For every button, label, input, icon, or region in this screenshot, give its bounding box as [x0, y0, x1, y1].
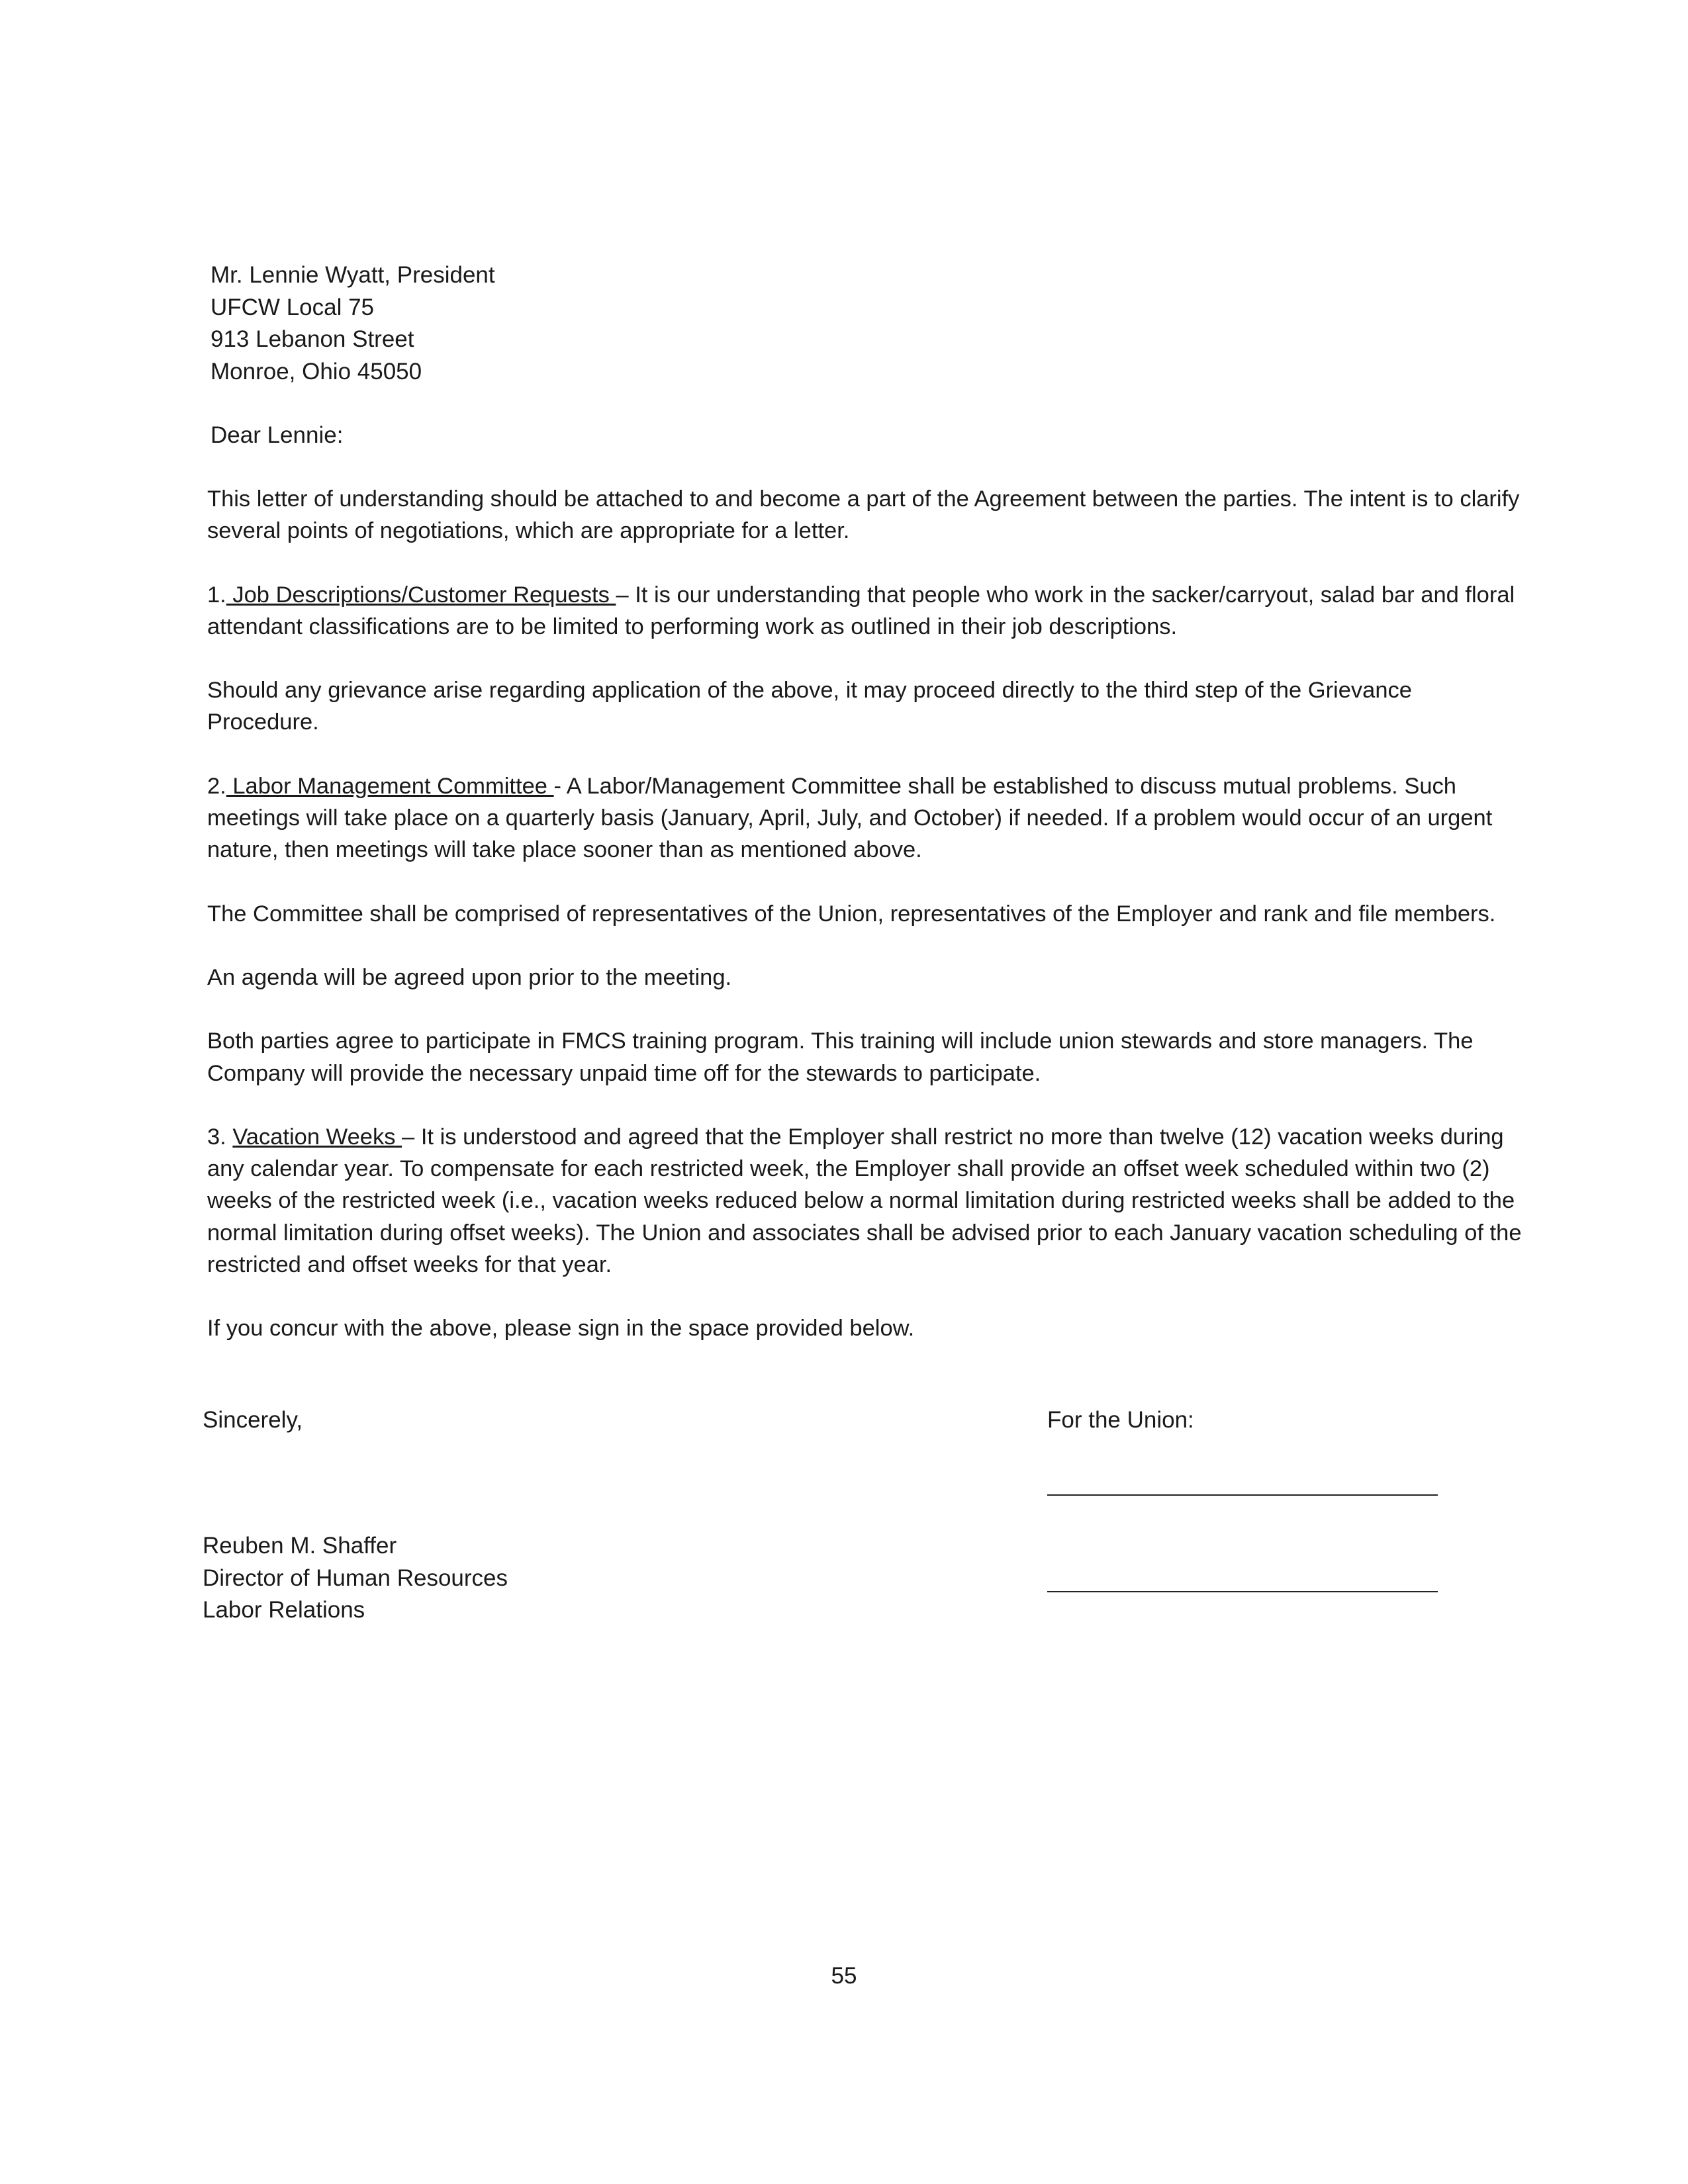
item-3-text: – It is understood and agreed that the Employer shall restrict no more than twelve (12) vacation weeks during any calendar year. To compensate for each restricted week, the Employer shall provide an offset week scheduled within two (2) weeks of the restricted week (i.e., vacation weeks reduced below a normal limitation during restricted weeks shall be added to the normal limitation during offset weeks). The Union and associates shall be advised prior to each January vacation scheduling of the restricted and offset weeks for that year.: [207, 1124, 1522, 1277]
recipient-address: [211, 259, 495, 388]
recipient-city: Monroe, Ohio 45050: [211, 358, 422, 385]
recipient-organization: UFCW Local 75: [211, 294, 375, 320]
item-3-number: 3.: [207, 1124, 233, 1150]
item-3-heading: Vacation Weeks: [232, 1124, 402, 1150]
item-2-number: 2.: [207, 773, 226, 799]
page-number: 55: [831, 1963, 857, 1989]
letter-body: [207, 483, 1524, 1377]
item-1-followup-paragraph: Should any grievance arise regarding application of the above, it may proceed directly to the third step of the Grievance Procedure.: [207, 678, 1412, 735]
item-2-committee-paragraph: The Committee shall be comprised of representatives of the Union, representatives of the Employer and rank and file members.: [207, 901, 1496, 927]
signer-title: Director of Human Resources: [203, 1565, 508, 1591]
intro-paragraph: This letter of understanding should be attached to and become a part of the Agreement between the parties. The intent is to clarify several points of negotiations, which are appropriate for a letter.: [207, 486, 1520, 544]
signer-department: Labor Relations: [203, 1597, 365, 1623]
item-2-heading: Labor Management Committee: [226, 773, 554, 799]
item-2-training-paragraph: Both parties agree to participate in FMCS training program. This training will include union stewards and store managers. The Company will provide the necessary unpaid time off for the stewards to participate.: [207, 1028, 1474, 1086]
recipient-name: Mr. Lennie Wyatt, President: [211, 262, 495, 288]
item-2-paragraph: [207, 770, 1524, 866]
closing: Sincerely,: [203, 1407, 303, 1433]
item-1-text: – It is our understanding that people who work in the sacker/carryout, salad bar and floral attendant classifications are to be limited to performing work as outlined in their job descriptions.: [207, 582, 1515, 639]
union-signature-label: For the Union:: [1047, 1407, 1194, 1433]
item-3-paragraph: [207, 1121, 1524, 1281]
signer-block: [203, 1530, 508, 1627]
union-signature-line-2: [1047, 1591, 1438, 1592]
salutation: Dear Lennie:: [211, 422, 344, 448]
item-1-paragraph: [207, 579, 1524, 643]
recipient-street: 913 Lebanon Street: [211, 326, 414, 352]
union-signature-line-1: [1047, 1494, 1438, 1496]
concur-paragraph: If you concur with the above, please sign in the space provided below.: [207, 1316, 915, 1342]
signer-name: Reuben M. Shaffer: [203, 1533, 397, 1559]
item-1-number: 1.: [207, 582, 226, 608]
item-1-heading: Job Descriptions/Customer Requests: [226, 582, 616, 608]
item-2-text: - A Labor/Management Committee shall be established to discuss mutual problems. Such meetings will take place on a quarterly basis (January, April, July, and October) if needed. If a problem would occur of an urgent nature, then meetings will take place sooner than as mentioned above.: [207, 773, 1493, 863]
item-2-agenda-paragraph: An agenda will be agreed upon prior to the meeting.: [207, 964, 732, 990]
